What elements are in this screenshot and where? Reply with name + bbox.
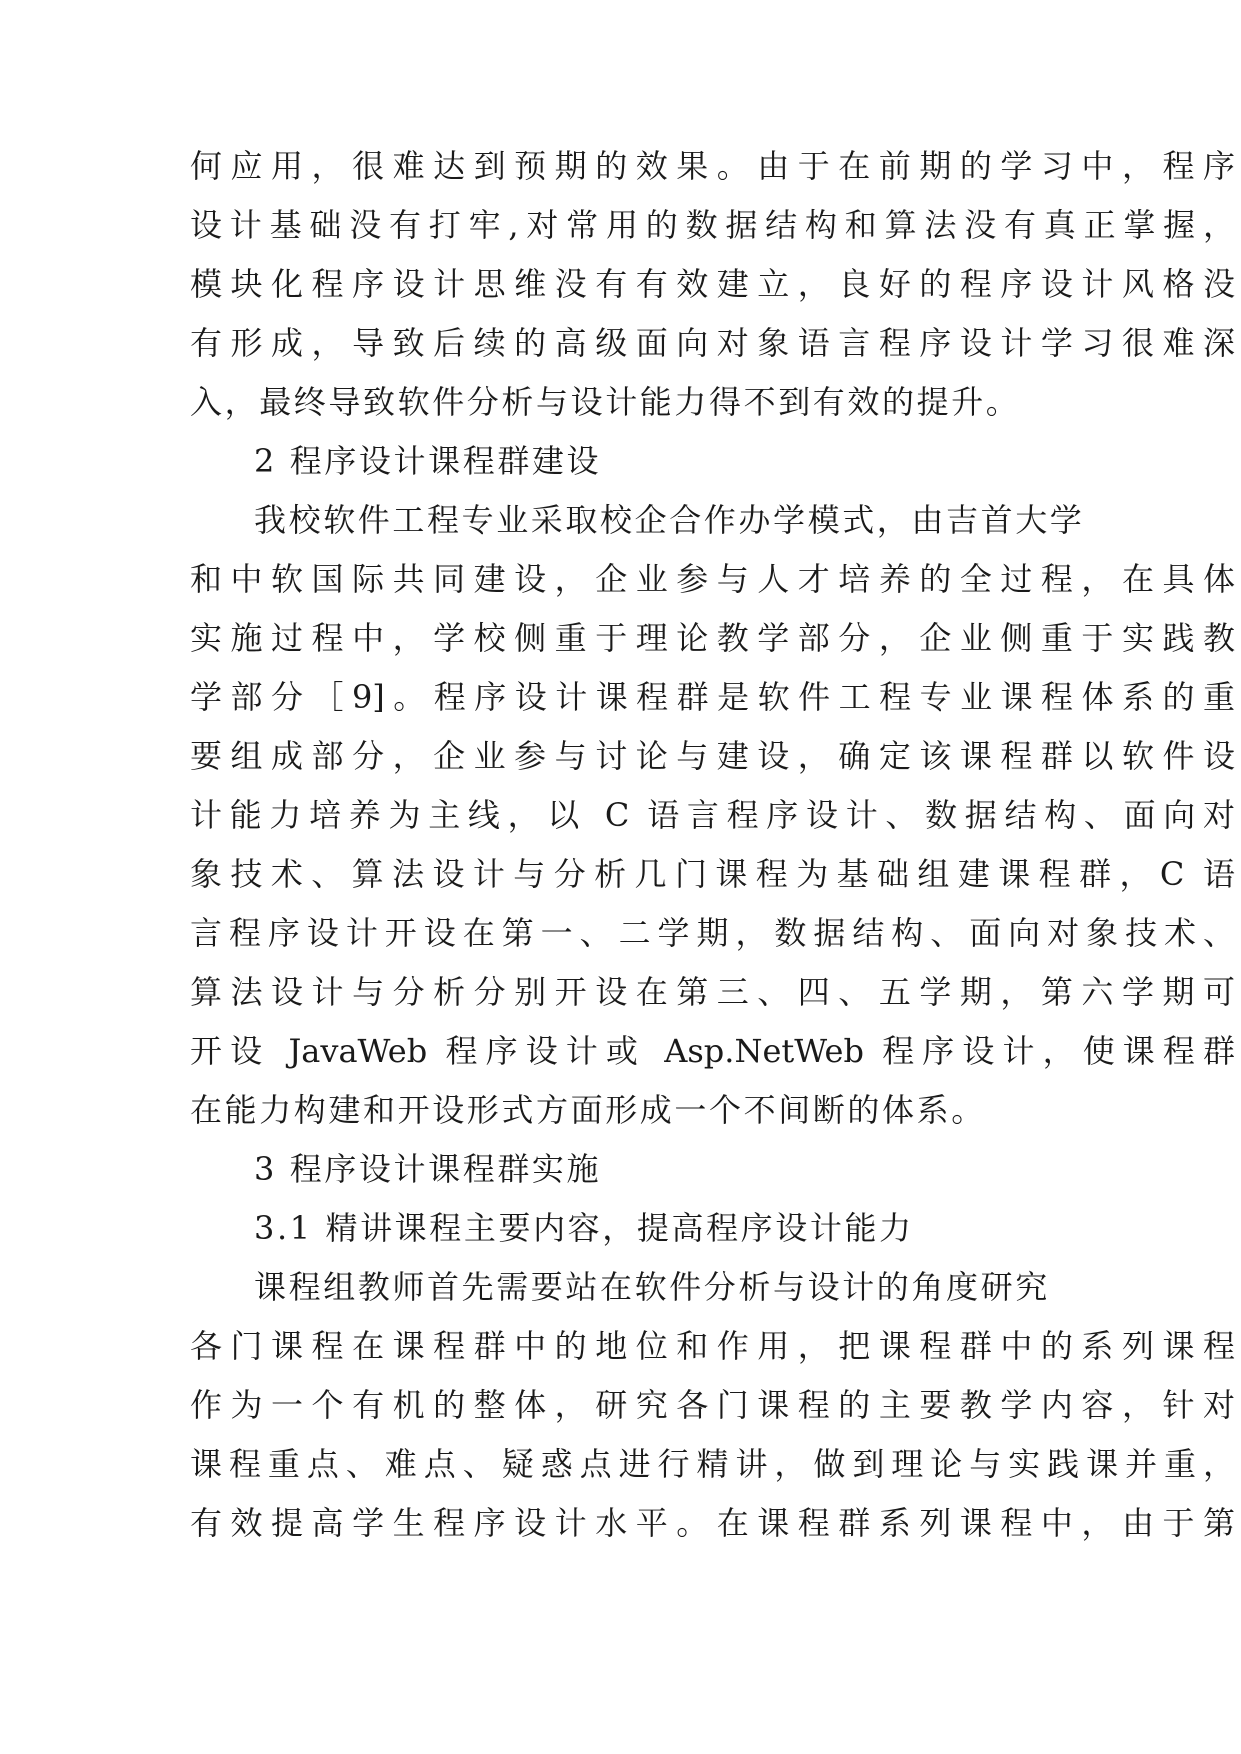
text-line: 开设 JavaWeb 程序设计或 Asp.NetWeb 程序设计，使课程群 — [190, 1032, 1235, 1070]
text-line: 言程序设计开设在第一、二学期，数据结构、面向对象技术、 — [190, 914, 1235, 952]
text-line: 实施过程中，学校侧重于理论教学部分，企业侧重于实践教 — [190, 619, 1235, 657]
text-line: 计能力培养为主线，以 C 语言程序设计、数据结构、面向对 — [190, 796, 1235, 834]
text-line: 要组成部分，企业参与讨论与建设，确定该课程群以软件设 — [190, 737, 1235, 775]
text-line: 设计基础没有打牢,对常用的数据结构和算法没有真正掌握， — [190, 206, 1235, 244]
section-heading: 2 程序设计课程群建设 — [254, 442, 602, 480]
text-line: 有效提高学生程序设计水平。在课程群系列课程中，由于第 — [190, 1504, 1235, 1542]
text-line: 学部分［9]。程序设计课程群是软件工程专业课程体系的重 — [190, 678, 1235, 716]
text-line: 入，最终导致软件分析与设计能力得不到有效的提升。 — [190, 383, 1021, 421]
text-line: 各门课程在课程群中的地位和作用，把课程群中的系列课程 — [190, 1327, 1235, 1365]
text-line: 何应用，很难达到预期的效果。由于在前期的学习中，程序 — [190, 147, 1235, 185]
text-line: 我校软件工程专业采取校企合作办学模式，由吉首大学 — [254, 501, 1085, 539]
text-line: 在能力构建和开设形式方面形成一个不间断的体系。 — [190, 1091, 986, 1129]
text-line: 算法设计与分析分别开设在第三、四、五学期，第六学期可 — [190, 973, 1235, 1011]
subsection-heading: 3.1 精讲课程主要内容，提高程序设计能力 — [254, 1209, 914, 1247]
text-line: 作为一个有机的整体，研究各门课程的主要教学内容，针对 — [190, 1386, 1235, 1424]
text-line: 象技术、算法设计与分析几门课程为基础组建课程群，C 语 — [190, 855, 1235, 893]
text-line: 课程重点、难点、疑惑点进行精讲，做到理论与实践课并重， — [190, 1445, 1235, 1483]
text-line: 模块化程序设计思维没有有效建立，良好的程序设计风格没 — [190, 265, 1235, 303]
text-line: 和中软国际共同建设，企业参与人才培养的全过程，在具体 — [190, 560, 1235, 598]
section-heading: 3 程序设计课程群实施 — [254, 1150, 602, 1188]
text-line: 课程组教师首先需要站在软件分析与设计的角度研究 — [254, 1268, 1050, 1306]
text-line: 有形成，导致后续的高级面向对象语言程序设计学习很难深 — [190, 324, 1235, 362]
